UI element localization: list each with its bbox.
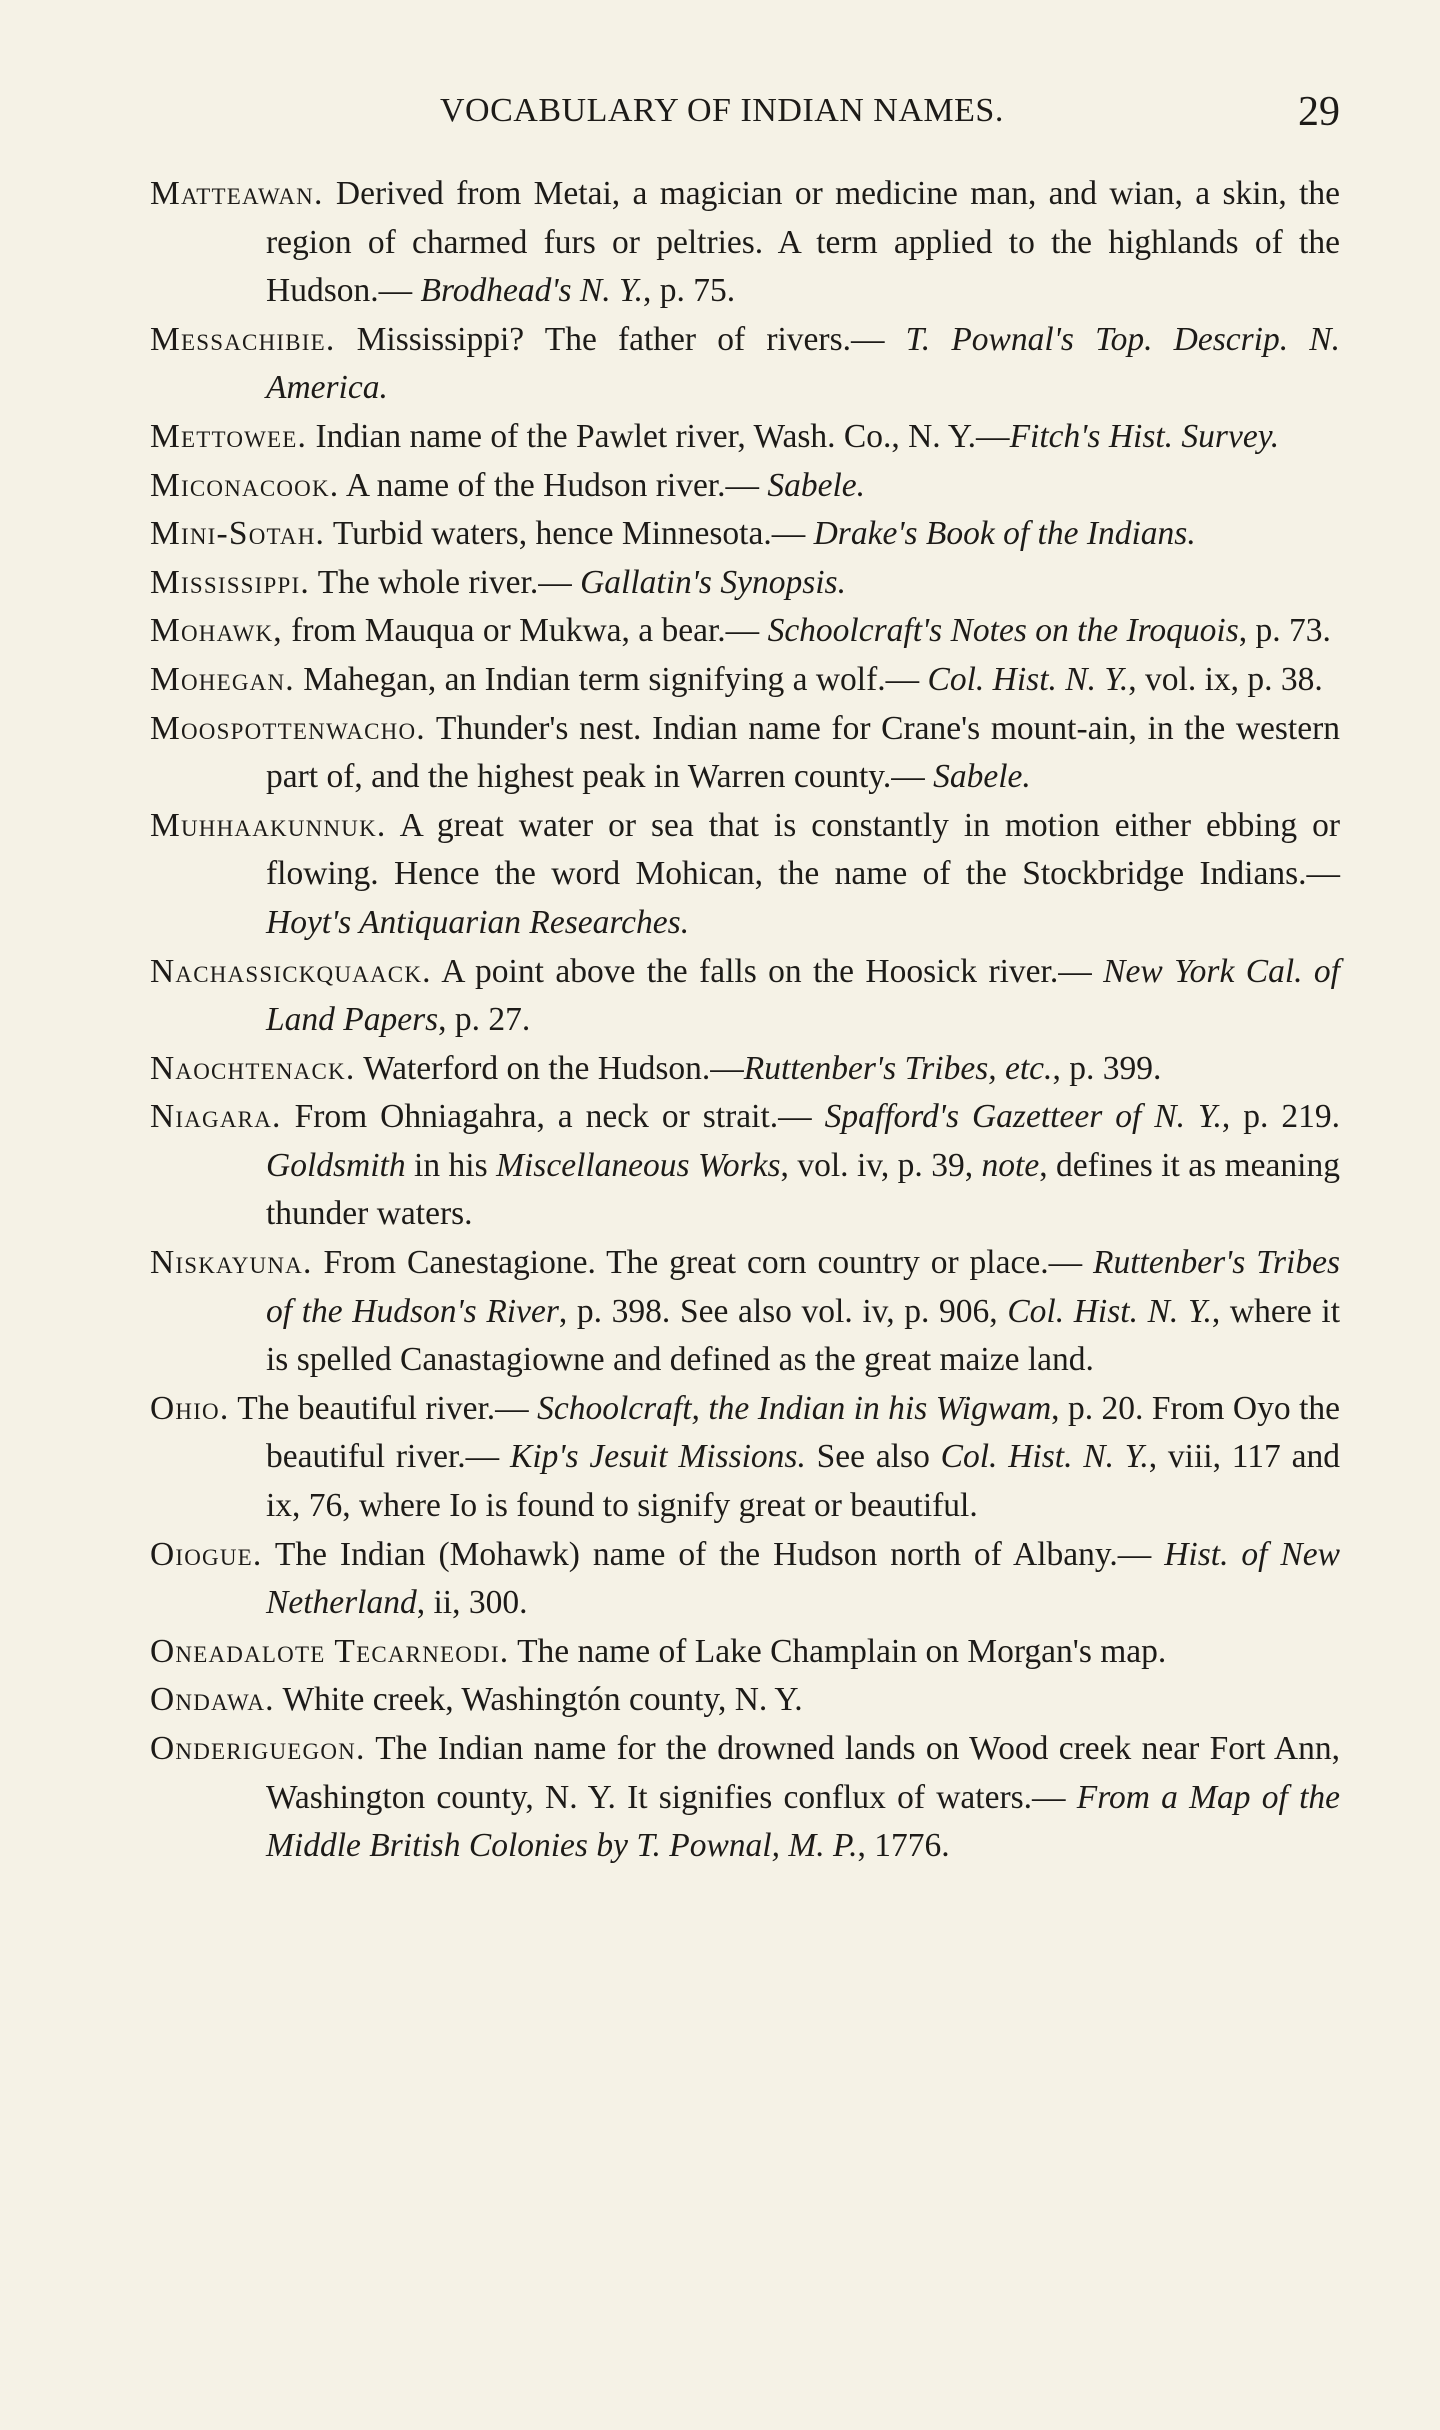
entry	[150, 1531, 1340, 1628]
entry-text: , vol. ix, p. 38.	[1128, 660, 1323, 698]
entry-text: , p. 219.	[1221, 1098, 1341, 1136]
entry-text: Waterford on the Hudson.—	[355, 1049, 744, 1087]
entry-headword: Mini-Sotah.	[150, 515, 326, 553]
entry	[150, 802, 1340, 948]
entry-source: Col. Hist. N. Y.	[940, 1438, 1149, 1476]
page-number: 29	[1298, 89, 1340, 135]
entry-text: , p. 27.	[438, 1001, 531, 1039]
entry-text: , where it is spelled Canastagiowne and defined as the great maize land.	[266, 1292, 1340, 1379]
running-title: VOCABULARY OF INDIAN NAMES.	[440, 92, 1004, 129]
entry	[150, 948, 1340, 1045]
entry	[150, 316, 1340, 413]
entry-text: , viii, 117 and ix, 76, where Io is found to signify great or beautiful.	[266, 1438, 1340, 1525]
entry-text: in his	[405, 1146, 497, 1184]
entry-text: Indian name of the Pawlet river, Wash. Co., N. Y.—	[307, 417, 1010, 455]
entry-source: Ruttenber's Tribes, etc.	[743, 1049, 1053, 1087]
entry-text: Derived from Metai, a magician or medicine man, and wian, a skin, the region of charmed furs or peltries. A term applied to the highlands of the Hudson.—	[266, 175, 1340, 310]
entry	[150, 559, 1340, 608]
entry-source: note	[981, 1146, 1040, 1184]
entry-source: T. Pownal's Top. Descrip. N. America.	[266, 320, 1340, 407]
entry	[150, 607, 1340, 656]
entry-headword: Messachibie.	[150, 320, 336, 358]
entry-source: Drake's Book of the Indians.	[813, 515, 1196, 553]
entry-text: Mahegan, an Indian term signifying a wolf.—	[294, 660, 928, 698]
entry-text: , p. 398. See also vol. iv, p. 906,	[558, 1292, 1008, 1330]
entry-text: , vol. iv, p. 39,	[780, 1146, 982, 1184]
entry-headword: Miconacook.	[150, 466, 340, 504]
entry-headword: Niskayuna.	[150, 1244, 313, 1282]
entry-source: Gallatin's Synopsis.	[580, 563, 846, 601]
entry	[150, 413, 1340, 462]
entry-source: Miscellaneous Works	[496, 1146, 781, 1184]
entry-text: , 1776.	[857, 1827, 950, 1865]
entry-text: The Indian (Mohawk) name of the Hudson north of Albany.—	[262, 1535, 1165, 1573]
entry-headword: Ohio.	[150, 1389, 230, 1427]
entry-headword: Mettowee.	[150, 417, 308, 455]
entry-text: , p. 399.	[1052, 1049, 1162, 1087]
entry-text: The name of Lake Champlain on Morgan's map.	[509, 1632, 1167, 1670]
entry-source: Ruttenber's Tribes of the Hudson's River	[266, 1244, 1341, 1330]
entry-source: Col. Hist. N. Y.	[927, 660, 1129, 698]
vocabulary-entries	[150, 170, 1340, 1871]
entry	[150, 656, 1340, 705]
entry-text: , ii, 300.	[416, 1584, 528, 1622]
entry-source: Hoyt's Antiquarian Researches.	[266, 903, 690, 941]
entry-source: Schoolcraft, the Indian in his Wigwam	[537, 1389, 1052, 1427]
entry	[150, 1045, 1340, 1094]
entry-headword: Mohegan.	[150, 660, 295, 698]
entry	[150, 170, 1340, 316]
entry-source: New York Cal. of Land Papers	[266, 952, 1340, 1039]
entry-headword: Moospottenwacho.	[150, 709, 426, 747]
entry-headword: Oneadalote Tecarneodi.	[150, 1632, 510, 1670]
entry-source: From a Map of the Middle British Colonies by T. Pownal, M. P.	[266, 1778, 1341, 1865]
running-head	[150, 89, 1340, 152]
entry	[150, 705, 1340, 802]
entry-text: From Ohniagahra, a neck or strait.—	[281, 1098, 825, 1136]
entry-text: White creek, Washingtón county, N. Y.	[274, 1681, 803, 1719]
entry-source: Fitch's Hist. Survey.	[1009, 417, 1280, 455]
entry-headword: Mississippi.	[150, 563, 310, 601]
entry-headword: Mohawk,	[150, 612, 283, 650]
entry-source: Sabele.	[933, 758, 1031, 796]
entry-text: The Indian name for the drowned lands on Wood creek near Fort Ann, Washington county, N. Y. It signifies conflux of waters.—	[266, 1730, 1340, 1816]
entry-text: Thunder's nest. Indian name for Crane's mount-ain, in the western part of, and the highest peak in Warren county.—	[266, 709, 1340, 796]
entry-text: , p. 73.	[1238, 612, 1331, 650]
entry-text: The beautiful river.—	[229, 1389, 538, 1427]
entry-source: Sabele.	[767, 466, 866, 504]
entry-text: The whole river.—	[309, 563, 581, 601]
entry-text: from Mauqua or Mukwa, a bear.—	[282, 612, 768, 650]
entry-headword: Naochtenack.	[150, 1049, 356, 1087]
entry	[150, 1385, 1340, 1531]
entry-text: Mississippi? The father of rivers.—	[335, 320, 906, 358]
entry-headword: Niagara.	[150, 1098, 282, 1136]
entry-source: Spafford's Gazetteer of N. Y.	[824, 1098, 1222, 1136]
entry-text: See also	[805, 1438, 941, 1476]
entry-source: Hist. of New Netherland	[266, 1535, 1340, 1622]
entry-text: Turbid waters, hence Minnesota.—	[325, 515, 814, 553]
entry-source: Schoolcraft's Notes on the Iroquois	[767, 612, 1239, 650]
entry-source: Brodhead's N. Y.	[420, 272, 643, 310]
entry	[150, 510, 1340, 559]
entry	[150, 1725, 1340, 1871]
entry-headword: Matteawan.	[150, 175, 324, 212]
entry-text: A great water or sea that is constantly in motion either ebbing or flowing. Hence the word Mohican, the name of the Stockbridge Indians.—	[266, 806, 1340, 893]
entry-headword: Onderiguegon.	[150, 1730, 366, 1767]
entry-text: , p. 20. From Oyo the beautiful river.—	[266, 1389, 1341, 1476]
entry-headword: Nachassickquaack.	[150, 952, 432, 990]
entry	[150, 1628, 1340, 1677]
entry-source: Col. Hist. N. Y.	[1007, 1292, 1212, 1330]
entry-text: From Canestagione. The great corn country or place.—	[312, 1244, 1093, 1282]
entry-headword: Muhhaakunnuk.	[150, 806, 387, 844]
entry-headword: Ondawa.	[150, 1681, 275, 1719]
entry-text: , defines it as meaning thunder waters.	[266, 1146, 1340, 1233]
entry-headword: Oiogue.	[150, 1535, 263, 1573]
entry-source: Kip's Jesuit Missions.	[509, 1438, 806, 1476]
entry-text: , p. 75.	[642, 272, 736, 310]
entry-text: A name of the Hudson river.—	[339, 466, 768, 504]
entry	[150, 1239, 1340, 1385]
entry-source: Goldsmith	[266, 1146, 406, 1184]
entry	[150, 1093, 1340, 1239]
entry	[150, 1676, 1340, 1725]
entry-text: A point above the falls on the Hoosick river.—	[431, 952, 1104, 990]
entry	[150, 462, 1340, 511]
